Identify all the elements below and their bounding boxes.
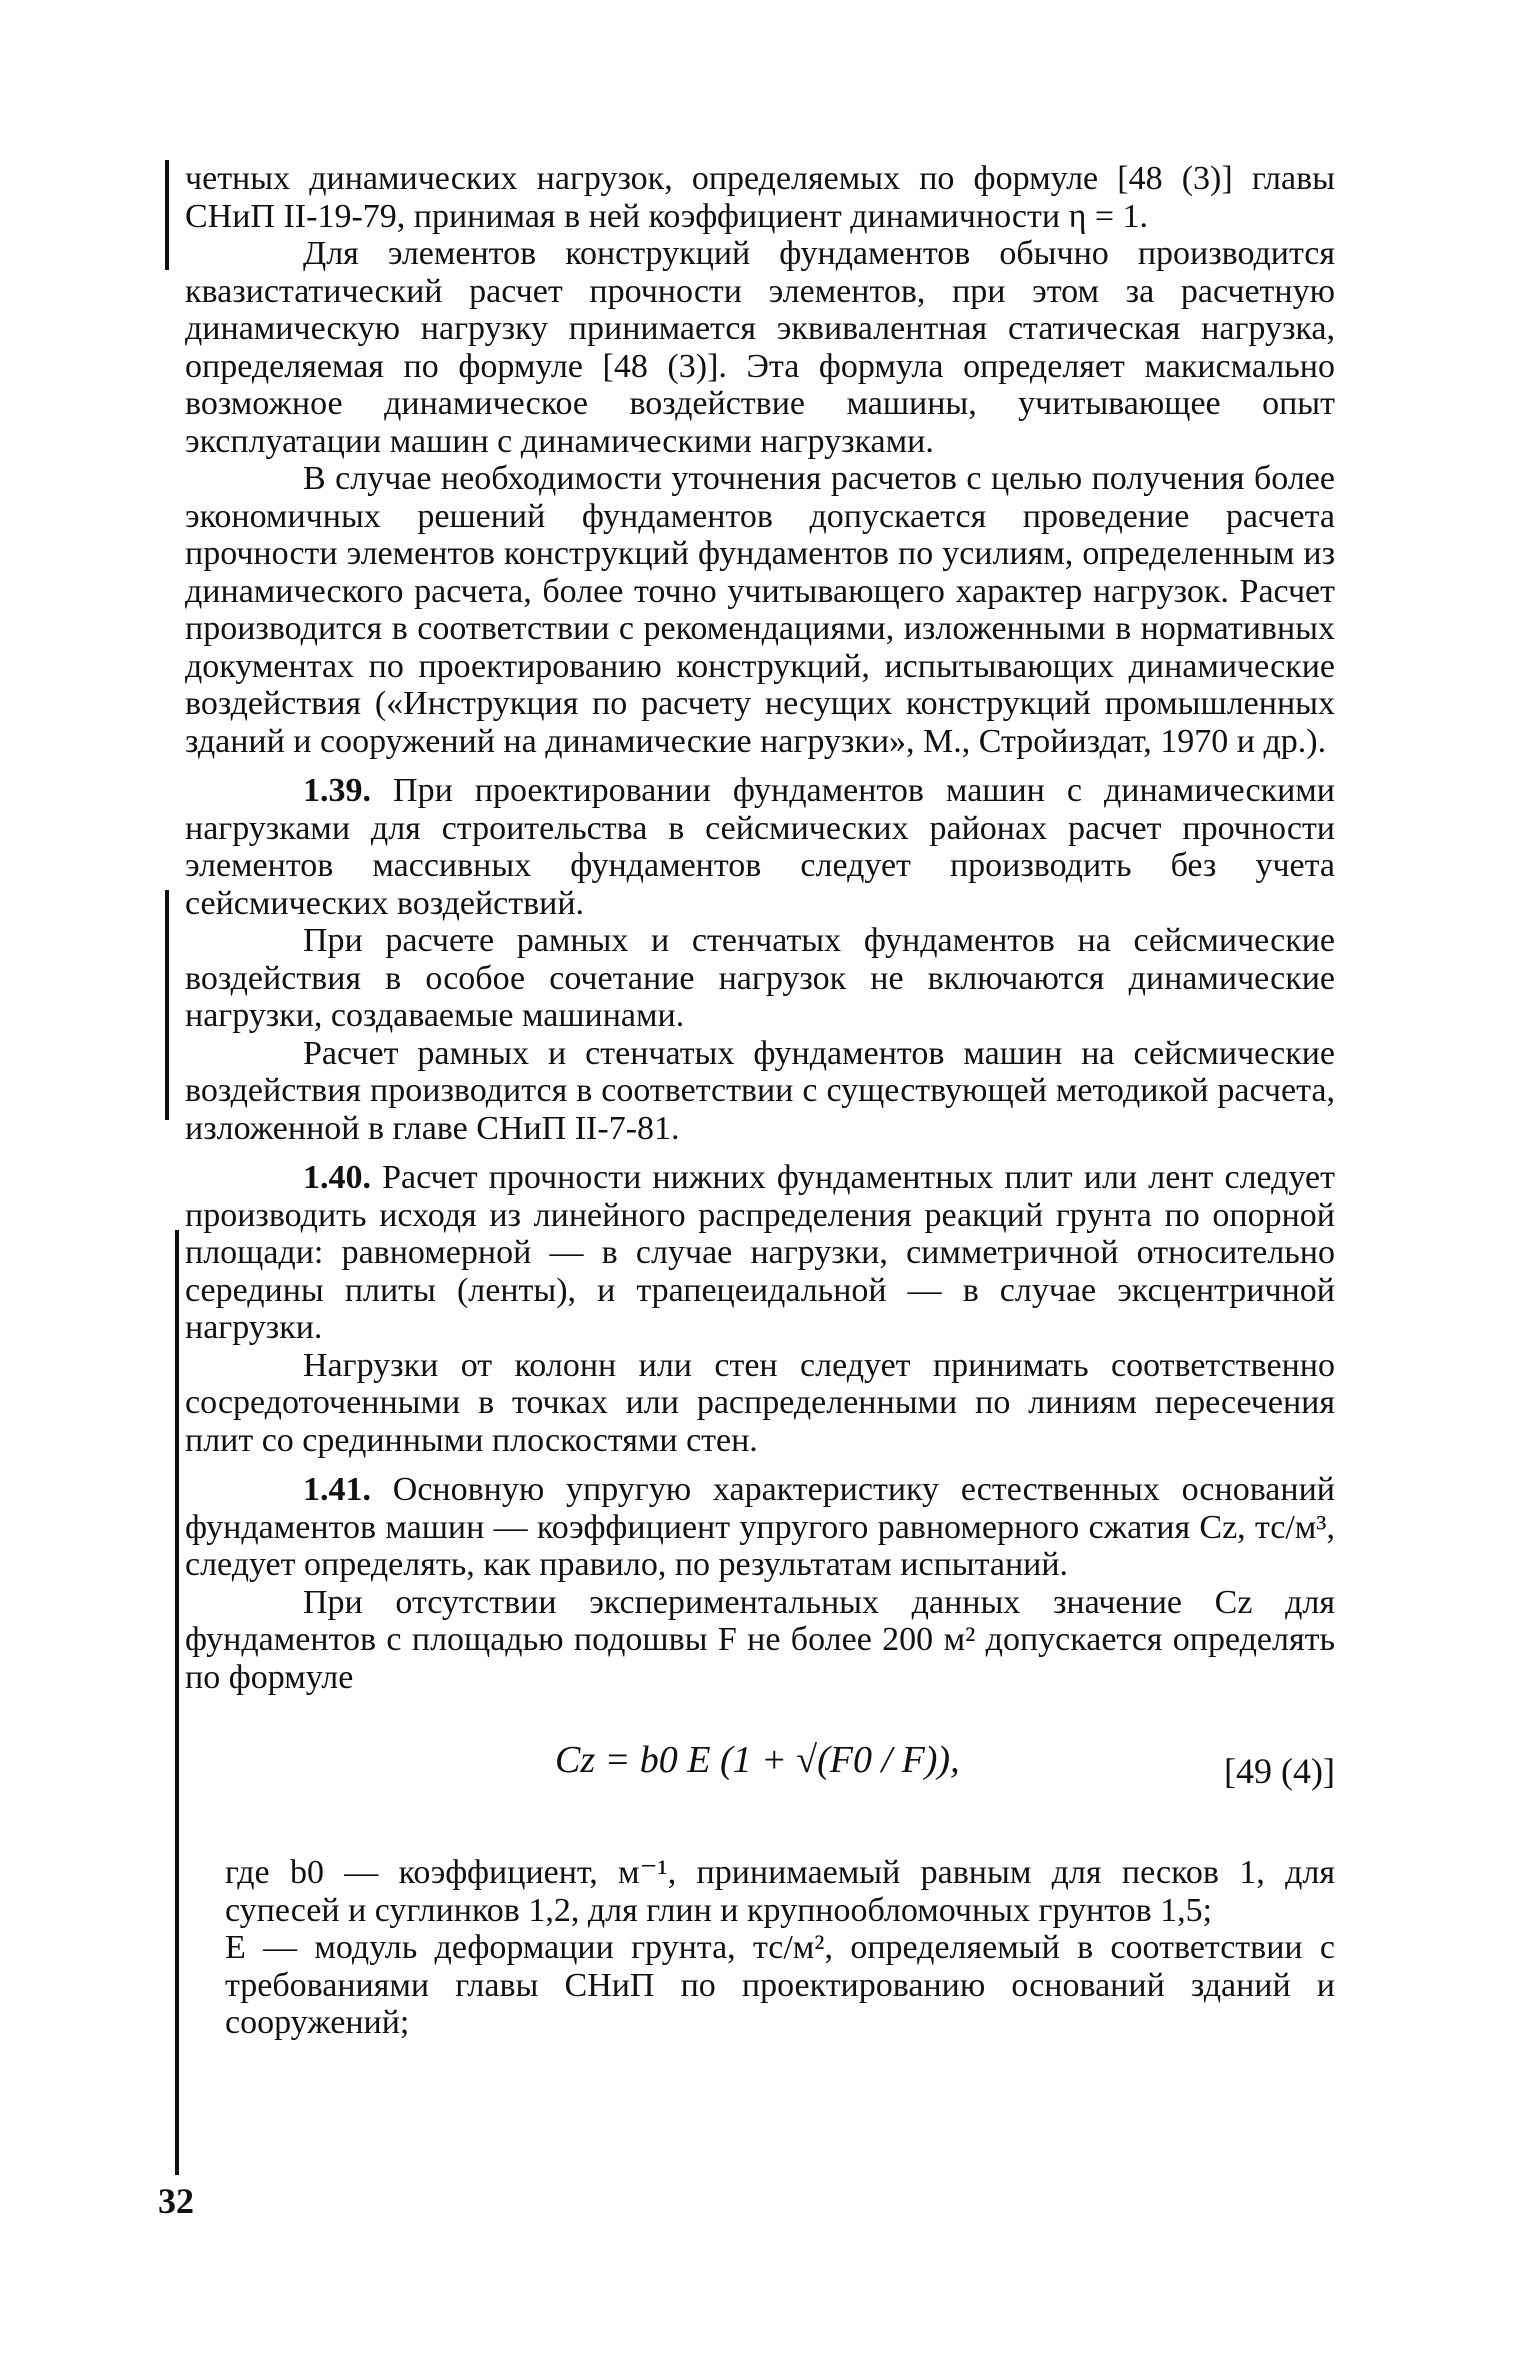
clause-text: Основную упругую характеристику естественных оснований фундаментов машин — коэффициент упругого равномерного сжатия Cz, тс/м³, следует определять, как правило, по результатам испытаний.	[185, 1471, 1335, 1583]
where-b0: где b0 — коэффициент, м⁻¹, принимаемый равным для песков 1, для супесей и суглинков 1,2, для глин и крупнообломочных грунтов 1,5;	[225, 1854, 1335, 1929]
page-number: 32	[158, 2181, 194, 2221]
where-e: E — модуль деформации грунта, тс/м², определяемый в соответствии с требованиями главы СНиП по проектированию оснований зданий и сооружений;	[225, 1929, 1335, 2041]
clause-1-40	[185, 1159, 1335, 1347]
paragraph-seismic-frames: При расчете рамных и стенчатых фундаментов на сейсмические воздействия в особое сочетание нагрузок не включаются динамические нагрузки, создаваемые машинами.	[185, 922, 1335, 1034]
clause-text: Расчет прочности нижних фундаментных плит или лент следует производить исходя из линейного распределения реакций грунта по опорной площади: равномерной — в случае нагрузки, симметричной относительно середины плиты (ленты), и трапецеидальной — в случае эксцентричной нагрузки.	[185, 1159, 1335, 1346]
formula-expression: Cz = b0 E (1 + √(F0 / F)),	[555, 1739, 960, 1781]
paragraph-quasistatic: Для элементов конструкций фундаментов обычно производится квазистатический расчет прочности элементов, при этом за расчетную динамическую нагрузку принимается эквивалентная статическая нагрузка, определяемая по формуле [48 (3)]. Эта формула определяет макисмально возможное динамическое воздействие машины, учитывающее опыт эксплуатации машин с динамическими нагрузками.	[185, 235, 1335, 460]
clause-1-41	[185, 1471, 1335, 1584]
document-page	[185, 160, 1335, 2042]
clause-number: 1.39.	[303, 772, 371, 809]
change-bar-2	[165, 890, 169, 1120]
clause-number: 1.41.	[303, 1471, 371, 1508]
paragraph-no-data: При отсутствии экспериментальных данных значение Cz для фундаментов с площадью подошвы F не более 200 м² допускается определять по формуле	[185, 1583, 1335, 1696]
paragraph-continuation: четных динамических нагрузок, определяемых по формуле [48 (3)] главы СНиП II-19-79, принимая в ней коэффициент динамичности η = 1.	[185, 160, 1335, 235]
change-bar-1	[165, 160, 169, 270]
equation-number: [49 (4)]	[1224, 1751, 1335, 1791]
paragraph-seismic-method: Расчет рамных и стенчатых фундаментов машин на сейсмические воздействия производится в соответствии с существующей методикой расчета, изложенной в главе СНиП II-7-81.	[185, 1034, 1335, 1147]
formula-49	[185, 1720, 1335, 1830]
clause-1-39	[185, 772, 1335, 922]
clause-number: 1.40.	[303, 1159, 371, 1196]
paragraph-refinement: В случае необходимости уточнения расчетов с целью получения более экономичных решений фундаментов допускается проведение расчета прочности элементов конструкций фундаментов по усилиям, определенным из динамического расчета, более точно учитывающего характер нагрузок. Расчет производится в соответствии с рекомендациями, изложенными в нормативных документах по проектированию конструкций, испытывающих динамические воздействия («Инструкция по расчету несущих конструкций промышленных зданий и сооружений на динамические нагрузки», М., Стройиздат, 1970 и др.).	[185, 460, 1335, 760]
change-bar-3	[175, 1230, 179, 2175]
paragraph-loads: Нагрузки от колонн или стен следует принимать соответственно сосредоточенными в точках или распределенными по линиям пересечения плит со срединными плоскостями стен.	[185, 1346, 1335, 1459]
clause-text: При проектировании фундаментов машин с динамическими нагрузками для строительства в сейсмических районах расчет прочности элементов массивных фундаментов следует производить без учета сейсмических воздействий.	[185, 772, 1335, 922]
